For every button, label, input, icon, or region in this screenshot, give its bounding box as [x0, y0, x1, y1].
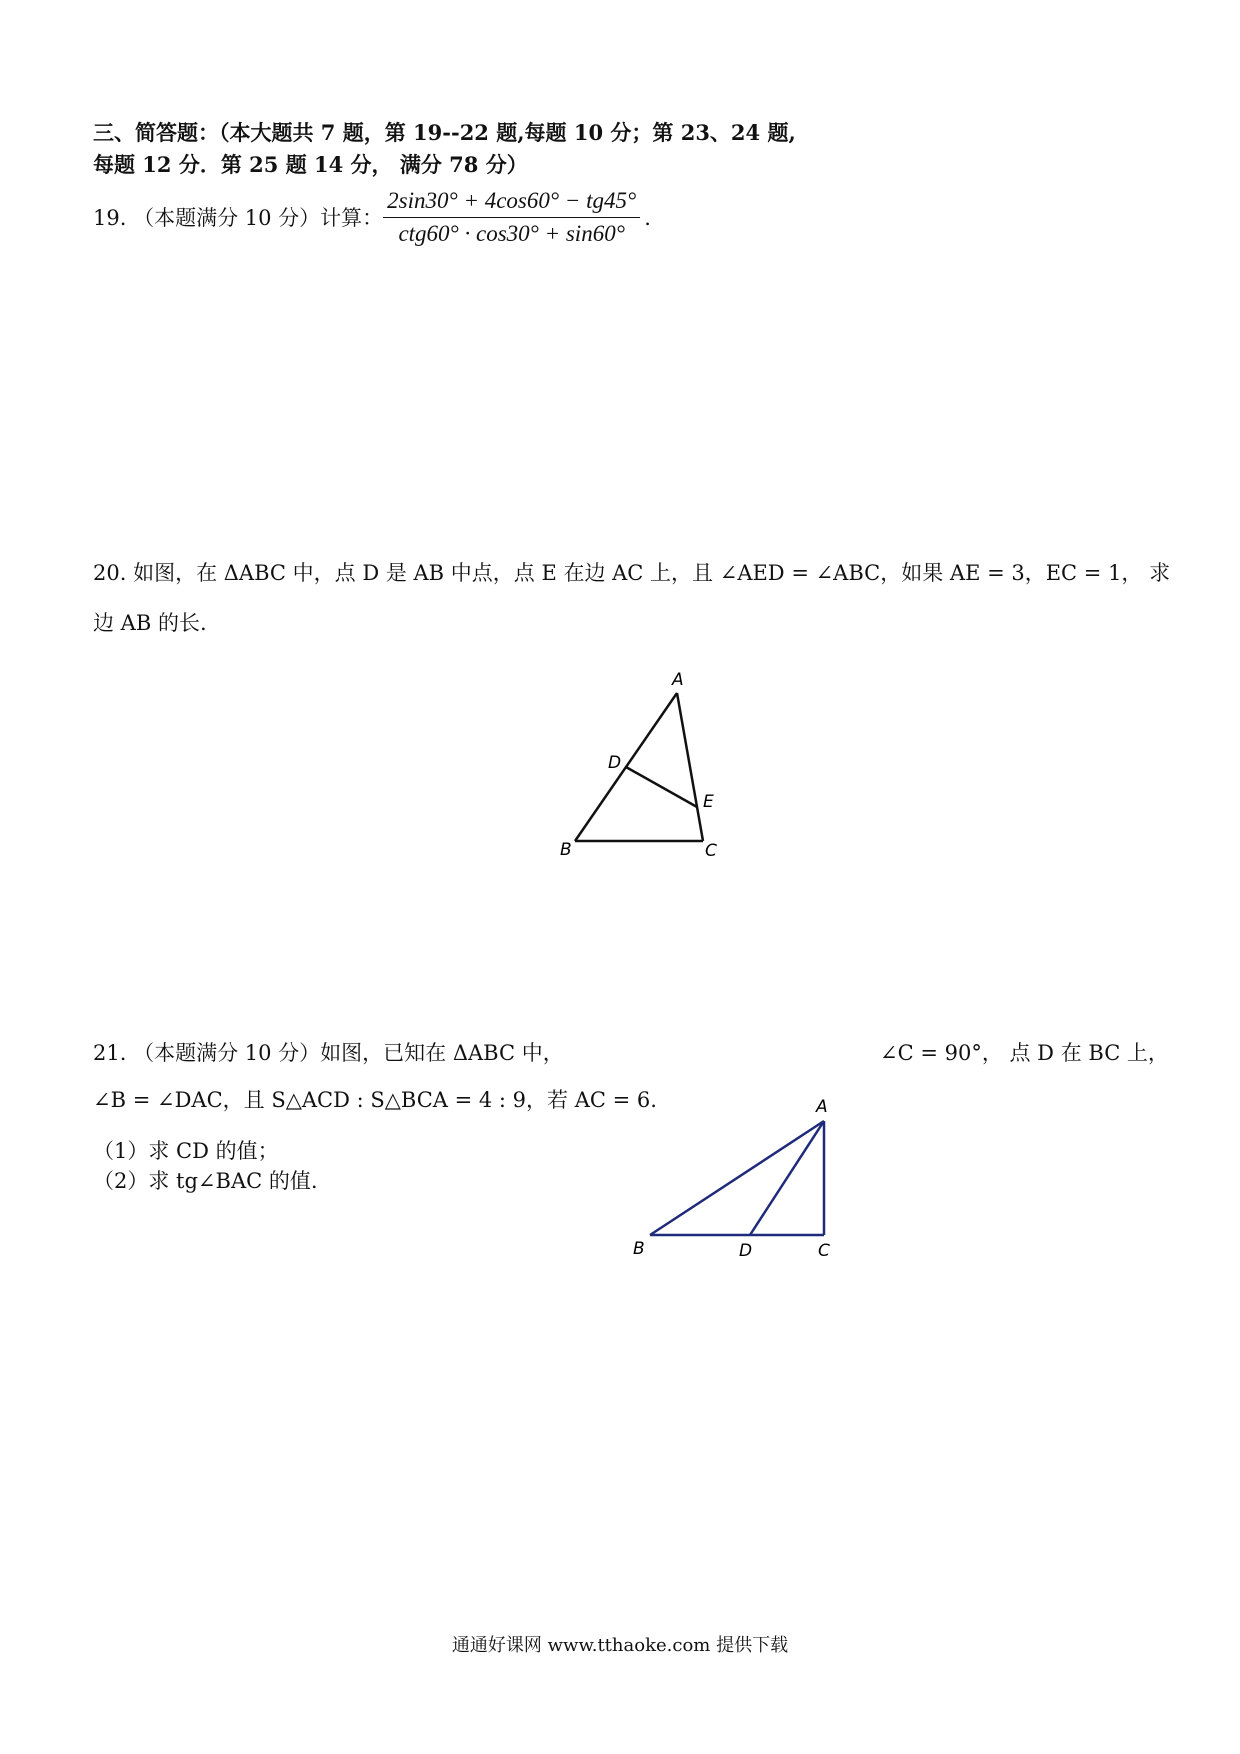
q20-line2: 边 AB 的长. — [93, 611, 207, 635]
q20-label-b: B — [560, 840, 572, 860]
q21-part1: （1）求 CD 的值； — [93, 1139, 279, 1163]
q20-label-a: A — [672, 670, 684, 690]
q21-segment-ad — [750, 1121, 824, 1235]
q20-segment-de — [626, 767, 697, 807]
q20-label-e: E — [703, 792, 714, 812]
q21-triangle-figure — [625, 1090, 855, 1270]
q19-prefix: 19. （本题满分 10 分）计算： — [93, 205, 384, 230]
q19-fraction — [383, 188, 640, 247]
q21-side-ab — [650, 1121, 824, 1235]
q20-side-ac — [677, 693, 703, 841]
section-heading-line1: 三、简答题：（本大题共 7 题，第 19--22 题,每题 10 分；第 23、24 题, — [93, 120, 796, 145]
question-19 — [93, 188, 651, 247]
page-footer: 通通好课网 www.tthaoke.com 提供下载 — [451, 1635, 789, 1656]
section-heading-line2: 每题 12 分．第 25 题 14 分， 满分 78 分） — [93, 152, 528, 177]
q21-label-b: B — [633, 1239, 645, 1259]
q21-line2: ∠B = ∠DAC，且 S△ACD : S△BCA = 4 : 9，若 AC = 6. — [93, 1088, 657, 1112]
q21-label-a: A — [816, 1097, 828, 1117]
q20-label-d: D — [608, 753, 622, 773]
q20-triangle-figure — [555, 660, 755, 870]
q19-numerator: 2sin30° + 4cos60° − tg45° — [383, 188, 640, 218]
q20-label-c: C — [705, 841, 717, 861]
q20-line1: 20. 如图，在 ΔABC 中，点 D 是 AB 中点，点 E 在边 AC 上，且 ∠AED = ∠ABC，如果 AE = 3，EC = 1， 求 — [93, 561, 1171, 585]
q21-label-d: D — [739, 1241, 753, 1261]
q21-label-c: C — [818, 1241, 830, 1261]
q19-suffix: . — [644, 205, 651, 230]
q21-part2: （2）求 tg∠BAC 的值. — [93, 1169, 318, 1193]
q21-line1-right: ∠C = 90°， 点 D 在 BC 上， — [880, 1041, 1169, 1065]
q21-line1-left: 21. （本题满分 10 分）如图，已知在 ΔABC 中， — [93, 1041, 564, 1065]
q19-denominator: ctg60° · cos30° + sin60° — [398, 221, 625, 246]
